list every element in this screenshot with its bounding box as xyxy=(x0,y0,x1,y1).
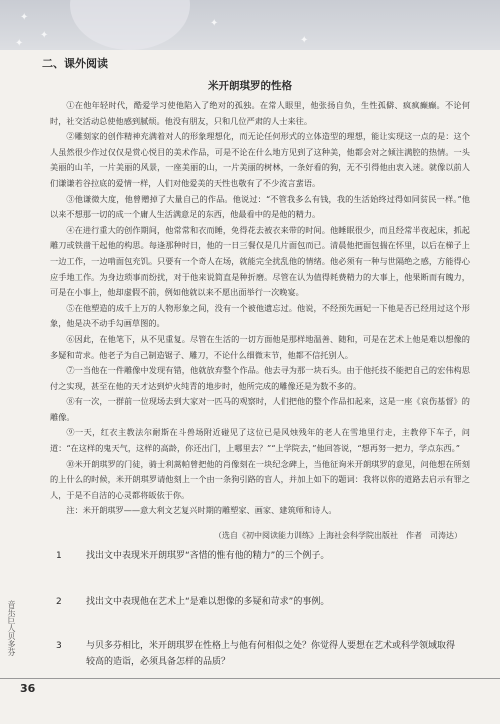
paragraph: ①在他年轻时代，酷爱学习使他陷入了绝对的孤独。在常人眼里，他张扬自负，生性孤僻、疯疯癫癫。不论何时，社交活动总使他感到腻烦。他没有朋友，只和几位严肃的人士来往。 xyxy=(50,100,470,126)
sidebar-book-label: 音乐巨人贝多芬 xyxy=(7,600,16,656)
paragraph: ⑥因此，在他笔下，从不见重复。尽管在生活的一切方面他是那样地温善、随和，可是在艺术上他是难以想像的多疑和苛求。他老子为自己制造锯子、雕刀，不论什么细微末节，他都不信托别人。 xyxy=(50,333,470,360)
star-icon: ✦ xyxy=(210,18,219,29)
note: 注：米开朗琪罗——意大利文艺复兴时期的雕塑家、画家、建筑师和诗人。 xyxy=(66,505,337,516)
paragraph: ⑦一当他在一件雕像中发现有错，他就放弃整个作品。他去寻为那一块石头。由于他托技不能把自己的宏伟构思付之实现，甚至在他的天才达到炉火纯青的地步时，他所完成的雕像还是为数不多的。 xyxy=(50,365,470,391)
star-icon: ✦ xyxy=(20,12,29,23)
paragraph: ④在进行重大的创作期间，他常常和衣而睡，免得花去被衣来带的时间。他睡眠很少，而且经常半夜起床，抓起雕刀或铁凿干起他的构思。每逢那种时日，他的一日三餐仅是几片面包而已。清晨他把面包揣在怀里，以后在梯子上一边工作，一边啃面包充饥。只要有一个奇人在场，就能完全扰乱他的情绪。他必须有一种与世隔绝之感，方能得心应手地工作。为身边琐事而纷扰，对于他来说简直是种折磨。尽管在认为值得耗费精力的大事上，他果断而有魄力，可是在小事上，他却虚假不前，例如他就以来不愿出面举行一次晚宴。 xyxy=(50,224,470,298)
question-item xyxy=(56,594,456,610)
question-text: 与贝多芬相比，米开朗琪罗在性格上与他有何相似之处？你觉得人要想在艺术或科学领域取得较高的造诣，必须具备怎样的品质？ xyxy=(86,641,456,667)
question-number: 3 xyxy=(56,641,62,651)
paragraph: ⑧有一次，一群前一位现场去到大家对一匹马的观察时，人们把他的整个作品扣起来，这是一座《哀伤基督》的雕像。 xyxy=(50,396,470,422)
question-text: 找出文中表现米开朗琪罗“吝惜的惟有他的精力”的三个例子。 xyxy=(86,551,330,561)
paragraph: ②雕刻家的创作精神充满着对人的形象理想化，而无论任何形式的立体造型的理想，能让实现这一点的是：这个人虽然很少作过仅仅是赏心悦目的美术作品，可是不论在什么地方见到了这种美，他都会对之倾注满腔的热情。一头美丽的山羊，一片美丽的风景，一座美丽的山，一片美丽的树林，一条好看的狗，无不引得他由衷入迷。就像以前人们谦谦若谷拉底的爱情一样，人们对他爱美的天性也敬有了不少流言蜚语。 xyxy=(50,131,470,188)
question-number: 1 xyxy=(56,551,62,561)
decorative-moon-shape xyxy=(70,0,190,50)
article-title: 米开朗琪罗的性格 xyxy=(208,80,292,92)
paragraph: ⑤在他塑造的成千上万的人物形象之间，没有一个被他遗忘过。他说，不经预先画妃一下他是否已经用过这个形象，他是决不动手勾画草图的。 xyxy=(50,302,470,329)
question-item xyxy=(56,548,456,564)
page-number: 36 xyxy=(20,682,36,695)
paragraph: ③他谦微大度，他曾赠掉了大量自己的作品。他说过：“不管我多么有钱，我的生活始终过得如同贫民一样。”他以来不想那一切的成一个庸人生活满意足的东西，他最看中的是他的精力。 xyxy=(50,193,470,220)
question-number: 2 xyxy=(56,597,62,607)
paragraph: ⑩米开朗琪罗的门徒，骑士利蒿帕曾把他的肖像刻在一块纪念碑上，当他征询米开朗琪罗的意见，问他想在所刻的上什么的时候，米开朗琪罗请他刻上一个由一条狗引路的盲人，并加上如下的题词：我将以你的道路去启示有罪之人，于是不自洁的心灵都将皈依于你。 xyxy=(50,458,470,500)
section-heading: 二、课外阅读 xyxy=(42,57,108,70)
star-icon: ✦ xyxy=(15,38,24,49)
star-icon: ✦ xyxy=(40,30,49,41)
question-item xyxy=(56,638,456,670)
header-banner xyxy=(0,0,500,50)
question-text: 找出文中表现他在艺术上“是难以想像的多疑和苛求”的事例。 xyxy=(86,597,330,607)
paragraph: ⑨一天，红衣主教法尔耐斯在斗兽场附近碰见了这位已是风烛残年的老人在雪地里行走，主教停下车子，问道：“在这样的鬼天气，这样的高龄，你还出门，上哪里去？”“上学院去，”他回答说，“想再努一把力，学点东西。” xyxy=(50,427,470,454)
star-icon: ✦ xyxy=(300,35,309,46)
article-body xyxy=(50,98,470,519)
source-citation: （选自《初中阅读能力训练》上海社会科学院出版社 作者 司涛达） xyxy=(214,531,462,540)
footer-divider xyxy=(0,678,500,679)
